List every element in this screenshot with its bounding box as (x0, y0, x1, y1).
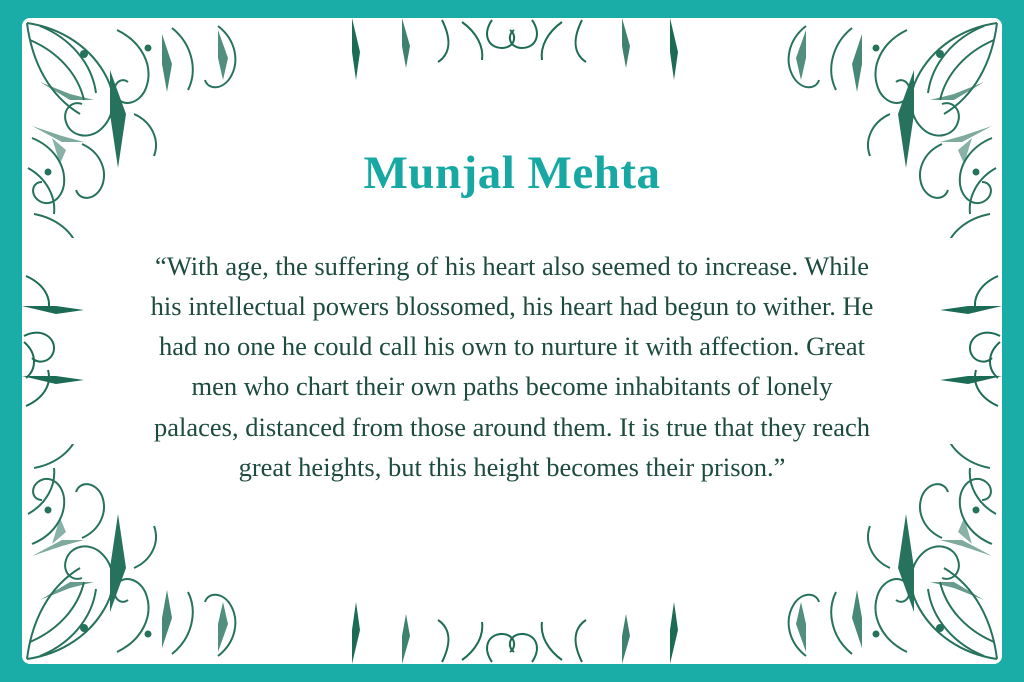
page-title: Munjal Mehta (363, 147, 661, 199)
quote-text: “With age, the suffering of his heart also seemed to increase. While his intellectual powers blossomed, his heart had begun to wither. He had no one he could call his own to nurture it with affection. Great men who chart their own paths become inhabitants of lonely palaces, distanced from those around them. It is true that they reach great heights, but this height becomes their prison.” (150, 250, 874, 483)
card-inner-surface (22, 18, 1002, 664)
quote-content (142, 148, 882, 487)
ornament-edge-top (292, 18, 732, 88)
ornament-edge-bottom (292, 594, 732, 664)
ornament-edge-right (932, 246, 1002, 436)
ornament-edge-left (22, 246, 92, 436)
